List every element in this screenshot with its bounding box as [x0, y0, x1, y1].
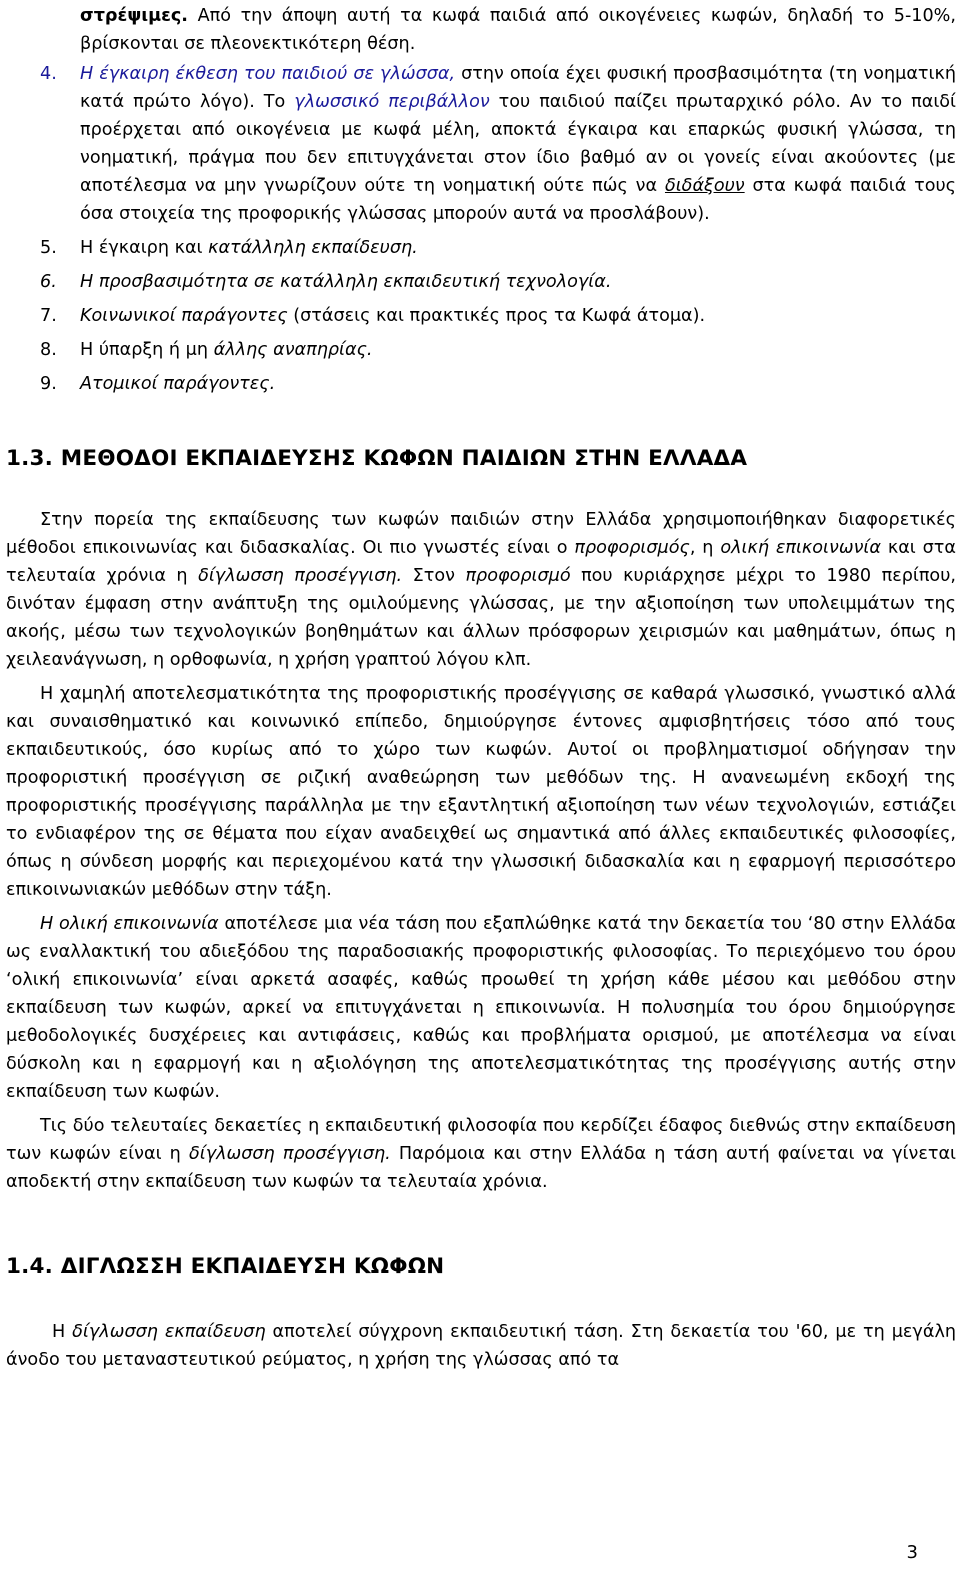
list-number: 8.: [40, 340, 57, 360]
list-item-9: [40, 370, 956, 398]
list-number: 4.: [40, 64, 57, 84]
paragraph-text: στα κωφά παιδιά τους όσα στοιχεία της προφορικής γλώσσας μπορούν αυτά να προσλάβουν).: [80, 176, 957, 224]
italic-phrase: Ατομικοί παράγοντες.: [80, 374, 276, 394]
paragraph-text: Από την άποψη αυτή τα κωφά παιδιά από οικογένειες κωφών, δηλαδή το 5-10%, βρίσκονται σε πλεονεκτικότερη θέση.: [80, 6, 956, 54]
paragraph-text: , η: [689, 538, 721, 558]
italic-phrase: δίγλωσση εκπαίδευση: [72, 1322, 266, 1342]
italic-phrase: κατάλληλη εκπαίδευση.: [208, 238, 418, 258]
paragraph-text: αποτελεί σύγχρονη εκπαιδευτική τάση. Στη δεκαετία του '60, με τη μεγάλη άνοδο του μεταναστευτικού ρεύματος, η χρήση της γλώσσας από τα: [6, 1322, 957, 1370]
paragraph-text: που κυριάρχησε μέχρι το 1980 περίπου, δινόταν έμφαση στην ανάπτυξη της ομιλούμενης γλώσσας, με την αξιοποίηση των υπολειμμάτων της ακοής, μέσω των τεχνολογικών βοηθημάτων και άλλων πρόσφορων χειρισμών και μαθημάτων, όπως η χειλεανάγνωση, η ορθοφωνία, η χρήση γραπτού λόγου κλπ.: [6, 566, 956, 670]
list-number: 7.: [40, 306, 57, 326]
list-item-6: [40, 268, 956, 296]
paragraph-total-communication: [6, 910, 956, 1106]
paragraph-text: αποτέλεσε μια νέα τάση που εξαπλώθηκε κατά την δεκαετία του ‘80 στην Ελλάδα ως εναλλακτική του αδιεξόδου της παραδοσιακής προφοριστικής φιλοσοφίας. Το περιεχόμενο του όρου ‘ολική επικοινωνία’ είναι αρκετά ασαφές, καθώς προωθεί τη χρήση κάθε μέσου και μεθόδου στην εκπαίδευση των κωφών, αρκεί να επιτυγχάνεται η επικοινωνία. Η πολυσημία του όρου δημιούργησε μεθοδολογικές δυσχέρειες και αντιφάσεις, καθώς και προβλήματα ορισμού, με αποτέλεσμα να είναι δύσκολη και η εφαρμογή και η αξιολόγηση της αποτελεσματικότητας της προσέγγισης αυτής στην εκπαίδευση των κωφών.: [6, 914, 956, 1102]
page-number: 3: [906, 1542, 918, 1563]
list-item-7: [40, 302, 956, 330]
italic-phrase: Η προσβασιμότητα σε κατάλληλη εκπαιδευτική τεχνολογία.: [80, 272, 612, 292]
top-paragraph: [80, 2, 956, 58]
italic-phrase: δίγλωσση προσέγγιση.: [198, 566, 403, 586]
section-heading-1-3: 1.3. ΜΕΘΟΔΟΙ ΕΚΠΑΙΔΕΥΣΗΣ ΚΩΦΩΝ ΠΑΙΔΙΩΝ ΣΤΗΝ ΕΛΛΑΔΑ: [6, 446, 748, 471]
list-number: 5.: [40, 238, 57, 258]
paragraph-text: στην οποία έχει φυσική προσβασιμότητα (τη νοηματική κατά πρώτο λόγο). Το: [80, 64, 956, 112]
paragraph-text: Η έγκαιρη και: [80, 238, 209, 258]
paragraph-text: και στα τελευταία χρόνια η: [6, 538, 956, 586]
italic-underlined-phrase: διδάξουν: [664, 176, 745, 196]
paragraph-text: Η: [52, 1322, 73, 1342]
italic-phrase: προφορισμό: [465, 566, 571, 586]
italic-phrase: Η ολική επικοινωνία: [40, 914, 219, 934]
paragraph-text: Στον: [402, 566, 466, 586]
paragraph-bilingual-education: [6, 1318, 956, 1374]
document-page: [6, 0, 956, 1374]
section-heading-1-4: 1.4. ΔΙΓΛΩΣΣΗ ΕΚΠΑΙΔΕΥΣΗ ΚΩΦΩΝ: [6, 1254, 445, 1279]
paragraph-text: Στην πορεία της εκπαίδευσης των κωφών παιδιών στην Ελλάδα χρησιμοποιήθηκαν διαφορετικές μέθοδοι επικοινωνίας και διδασκαλίας. Οι πιο γνωστές είναι ο: [6, 510, 956, 558]
italic-phrase: προφορισμός: [574, 538, 690, 558]
paragraph-text: Η ύπαρξη ή μη: [80, 340, 214, 360]
italic-phrase: άλλης αναπηρίας.: [213, 340, 373, 360]
list-item-8: [40, 336, 956, 364]
paragraph-text: Τις δύο τελευταίες δεκαετίες η εκπαιδευτική φιλοσοφία που κερδίζει έδαφος διεθνώς στην εκπαίδευση των κωφών είναι η: [6, 1116, 956, 1164]
paragraph-bilingual-approach: [6, 1112, 956, 1196]
paragraph-text: του παιδιού παίζει πρωταρχικό ρόλο. Αν το παιδί προέρχεται από οικογένεια με κωφά μέλη, αποκτά έγκαιρα και επαρκώς φυσική γλώσσα, τη νοηματική, πράγμα που δεν επιτυγχάνεται στον ίδιο βαθμό αν οι γονείς είναι ακούοντες (με αποτέλεσμα να μην γνωρίζουν ούτε τη νοηματική ούτε πώς να: [80, 92, 956, 196]
italic-phrase: Κοινωνικοί παράγοντες: [80, 306, 288, 326]
paragraph-text: Παρόμοια και στην Ελλάδα η τάση αυτή φαίνεται να γίνεται αποδεκτή στην εκπαίδευση των κωφών τα τελευταία χρόνια.: [6, 1144, 956, 1192]
list-number: 6.: [40, 272, 57, 292]
list-item-4: [40, 60, 956, 228]
italic-phrase: ολική επικοινωνία: [720, 538, 881, 558]
list-number: 9.: [40, 374, 57, 394]
paragraph-oralism-critique: Η χαμηλή αποτελεσματικότητα της προφοριστικής προσέγγισης σε καθαρά γλωσσικό, γνωστικό αλλά και συναισθηματικό και κοινωνικό επίπεδο, δημιούργησε έντονες αμφισβητήσεις τόσο από τους εκπαιδευτικούς, όσο κυρίως από το χώρο των κωφών. Αυτοί οι προβληματισμοί οδήγησαν την προφοριστική προσέγγιση σε ριζική αναθεώρηση των μεθόδων της. Η ανανεωμένη εκδοχή της προφοριστικής προσέγγισης παράλληλα με την εξαντλητική αξιοποίηση των νέων τεχνολογιών, εστιάζει το ενδιαφέρον της σε θέματα που είχαν αναδειχθεί ως σημαντικά από άλλες εκπαιδευτικές φιλοσοφίες, όπως η σύνδεση μορφής και περιεχομένου κατά την γλωσσική διδασκαλία και η εφαρμογή περισσότερο επικοινωνιακών μεθόδων στην τάξη.: [6, 684, 956, 900]
italic-phrase: γλωσσικό περιβάλλον: [294, 92, 490, 112]
paragraph-text: (στάσεις και πρακτικές προς τα Κωφά άτομα).: [287, 306, 706, 326]
italic-phrase: δίγλωσση προσέγγιση.: [188, 1144, 391, 1164]
italic-phrase: Η έγκαιρη έκθεση του παιδιού σε γλώσσα,: [80, 64, 456, 84]
bold-lead: στρέψιμες.: [80, 6, 188, 26]
paragraph-methods: [6, 506, 956, 674]
list-item-5: [40, 234, 956, 262]
